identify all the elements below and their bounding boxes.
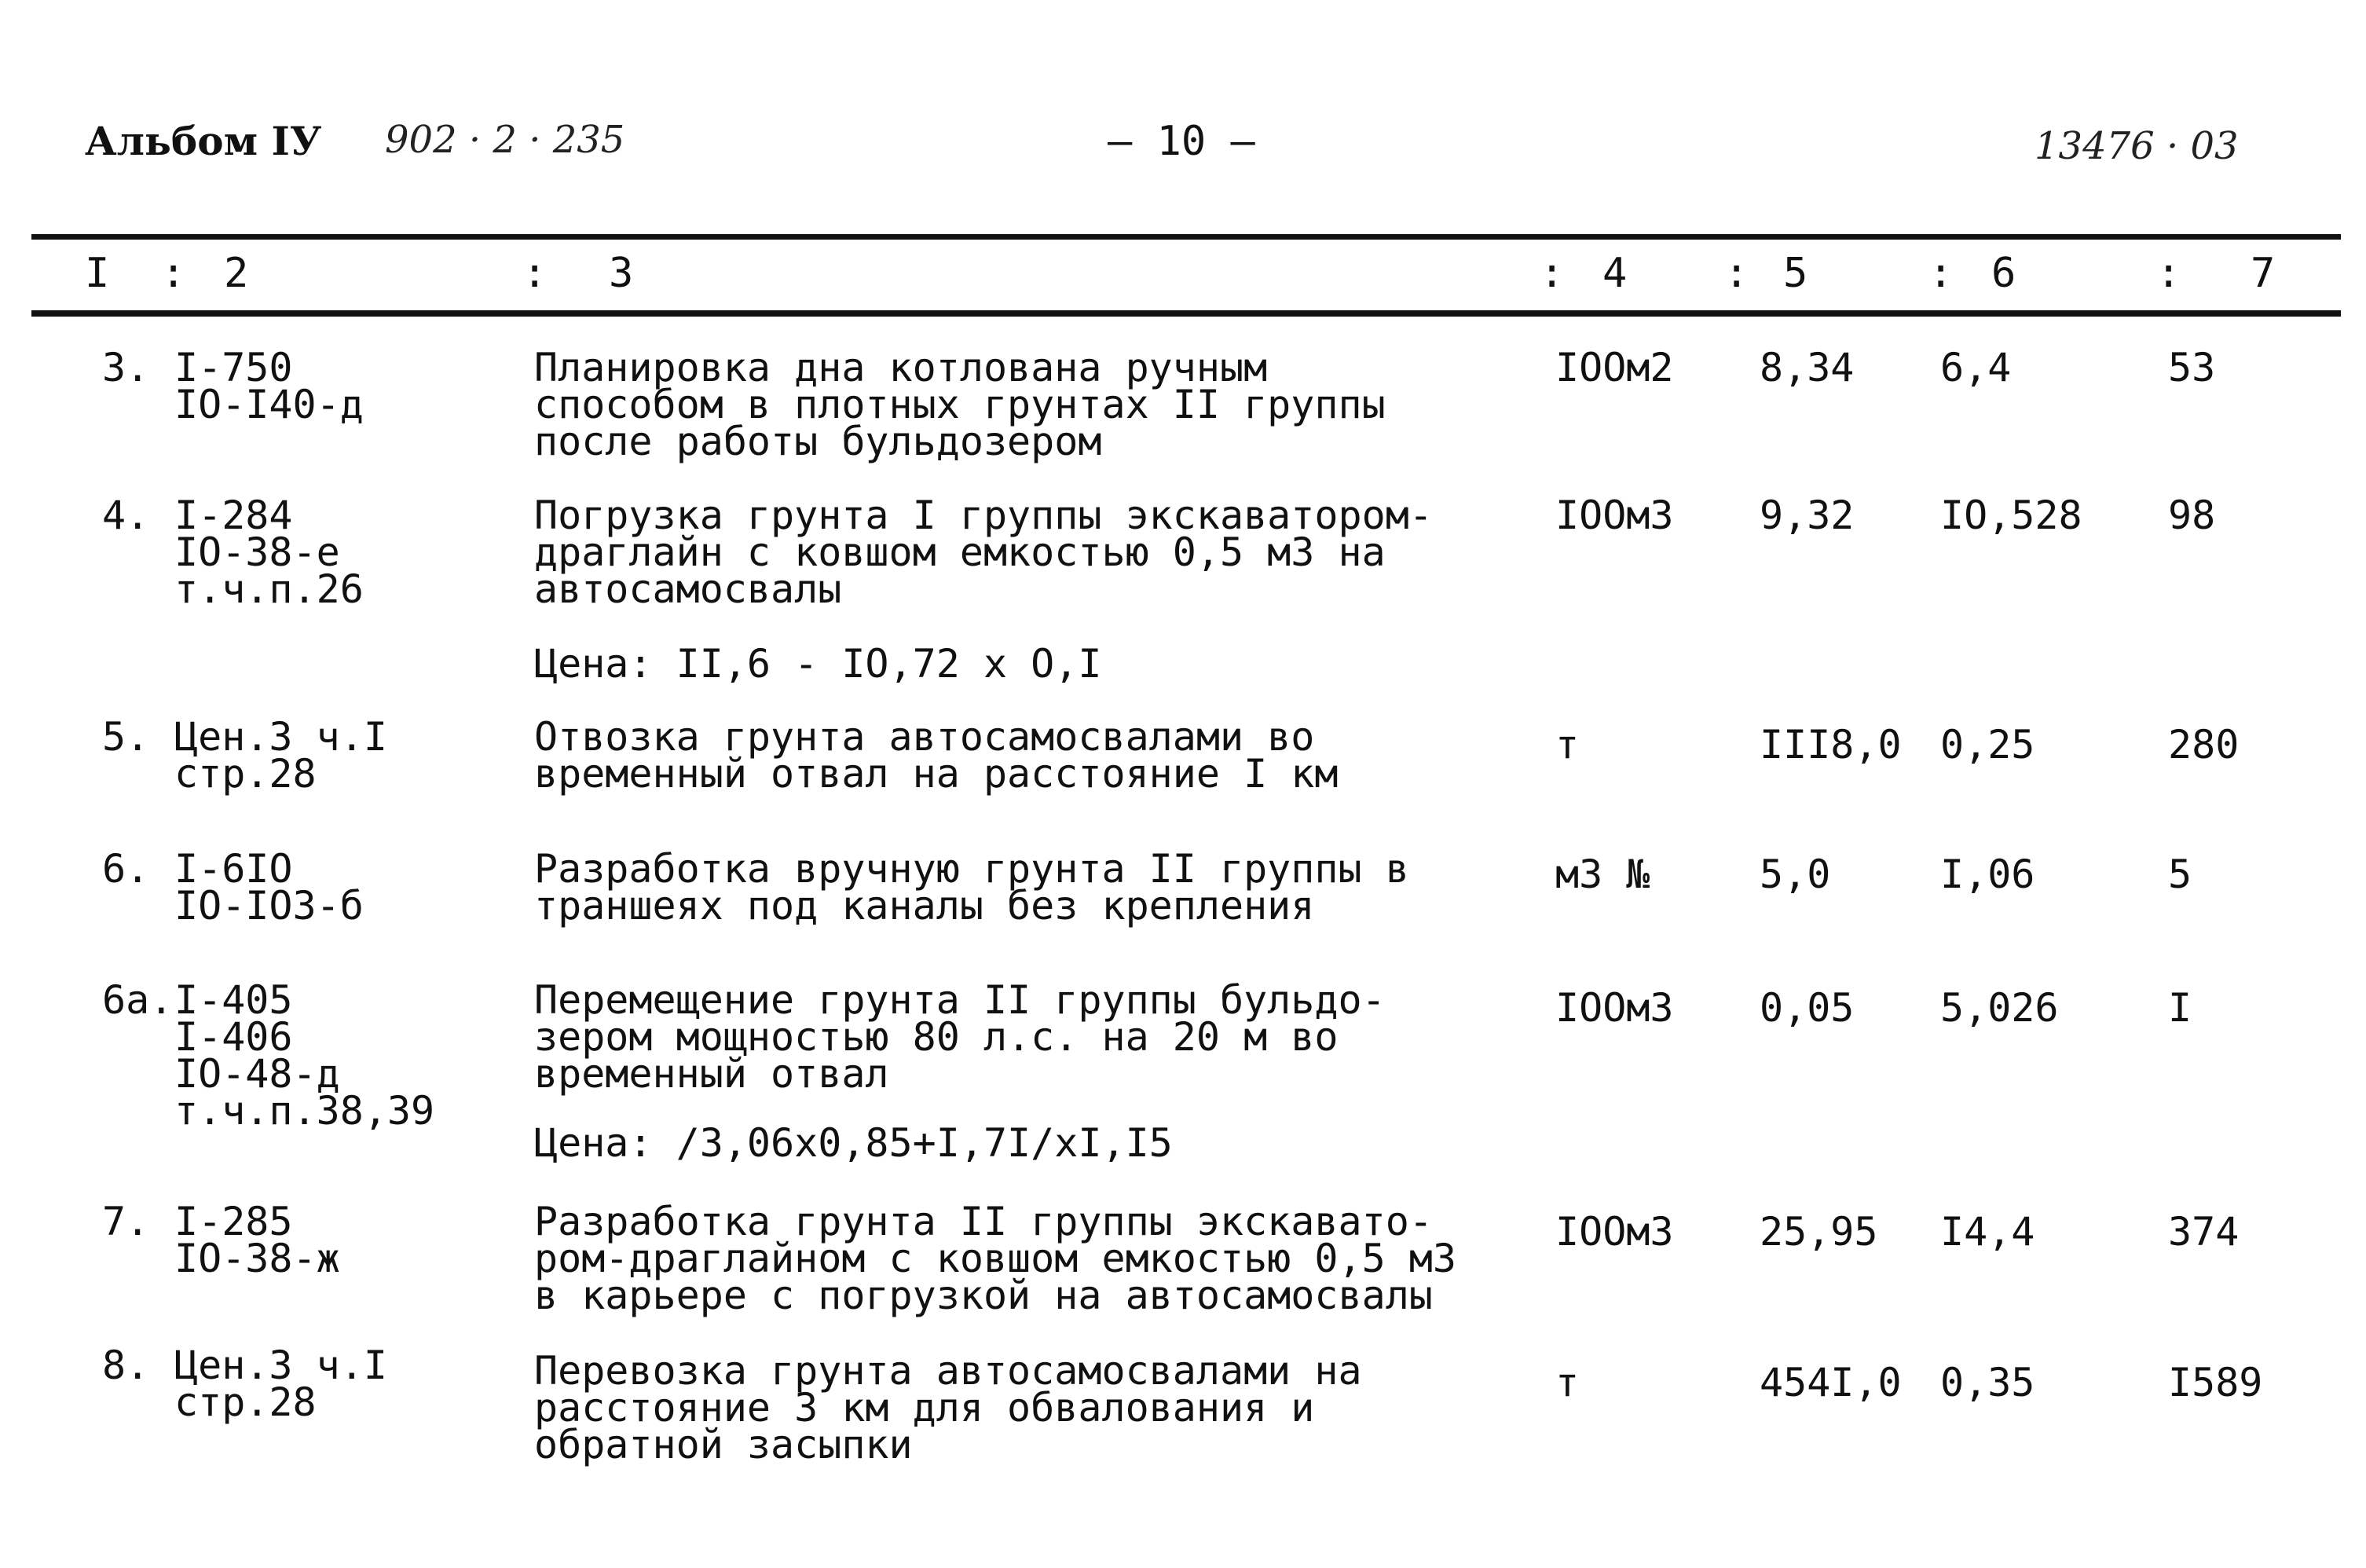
row-sum: 98	[2168, 493, 2216, 538]
col-header-sep: :	[2156, 250, 2181, 297]
row-price: 0,35	[1940, 1360, 2035, 1405]
col-header-7: 7	[2251, 250, 2276, 297]
col-header-5: 5	[1783, 250, 1808, 297]
row-description-line: способом в плотных грунтах II группы	[534, 382, 1386, 427]
row-description-line: Перемещение грунта II группы бульдо-	[534, 977, 1386, 1023]
row-quantity: 25,95	[1760, 1209, 1878, 1255]
col-header-sep: :	[522, 250, 548, 297]
col-header-sep: :	[161, 250, 186, 297]
project-code: 902 · 2 · 235	[385, 118, 625, 162]
col-header-sep: :	[1724, 250, 1749, 297]
row-number: 4.	[102, 493, 150, 538]
row-ref: I-6IO	[174, 846, 293, 892]
row-unit: IOOм2	[1555, 345, 1674, 390]
row-quantity: 454I,0	[1760, 1360, 1902, 1405]
row-description-line: Планировка дна котлована ручным	[534, 345, 1268, 390]
col-header-4: 4	[1602, 250, 1628, 297]
row-price-note: Цена: /3,06x0,85+I,7I/xI,I5	[534, 1120, 1173, 1166]
row-ref: т.ч.п.38,39	[174, 1088, 435, 1134]
row-price: IO,528	[1940, 493, 2082, 538]
row-number: 6.	[102, 846, 150, 892]
row-sum: 53	[2168, 345, 2216, 390]
row-unit: т	[1555, 1360, 1580, 1405]
col-header-3: 3	[609, 250, 634, 297]
row-ref: I-284	[174, 493, 293, 538]
row-sum: I589	[2168, 1360, 2263, 1405]
row-quantity: 5,0	[1760, 852, 1831, 897]
row-description-line: драглайн с ковшом емкостью 0,5 м3 на	[534, 529, 1386, 575]
row-sum: 5	[2168, 852, 2192, 897]
row-ref: стр.28	[174, 1379, 317, 1425]
row-description-line: в карьере с погрузкой на автосамосвалы	[534, 1273, 1433, 1318]
row-unit: IOOм3	[1555, 985, 1674, 1031]
col-header-2: 2	[224, 250, 249, 297]
table-header-rule	[31, 310, 2341, 317]
row-unit: IOOм3	[1555, 493, 1674, 538]
row-price: 0,25	[1940, 722, 2035, 768]
row-ref: IO-38-е	[174, 529, 340, 575]
row-sum: I	[2168, 985, 2192, 1031]
row-description-line: траншеях под каналы без крепления	[534, 883, 1315, 929]
row-description-line: зером мощностью 80 л.с. на 20 м во	[534, 1014, 1339, 1060]
row-ref: IO-48-д	[174, 1051, 340, 1097]
row-description-line: обратной засыпки	[534, 1422, 913, 1467]
row-quantity: 0,05	[1760, 985, 1855, 1031]
row-ref: IO-I40-д	[174, 382, 364, 427]
row-ref: Цен.3 ч.I	[174, 714, 387, 760]
row-description-line: Погрузка грунта I группы экскаватором-	[534, 493, 1433, 538]
col-header-6: 6	[1991, 250, 2016, 297]
row-sum: 280	[2168, 722, 2240, 768]
row-sum: 374	[2168, 1209, 2240, 1255]
col-header-1: I	[85, 250, 110, 297]
row-description-line: Отвозка грунта автосамосвалами во	[534, 714, 1315, 760]
row-number: 7.	[102, 1199, 150, 1244]
page-number: – 10 –	[1108, 118, 1255, 165]
row-unit: т	[1555, 722, 1580, 768]
row-price: 5,026	[1940, 985, 2059, 1031]
row-quantity: III8,0	[1760, 722, 1902, 768]
row-price: 6,4	[1940, 345, 2012, 390]
row-description-line: временный отвал на расстояние I км	[534, 751, 1339, 797]
row-description-line: временный отвал	[534, 1051, 889, 1097]
row-unit: IOOм3	[1555, 1209, 1674, 1255]
table-top-rule	[31, 234, 2341, 240]
row-ref: I-405	[174, 977, 293, 1023]
row-price: I4,4	[1940, 1209, 2035, 1255]
row-description-line: Разработка вручную грунта II группы в	[534, 846, 1409, 892]
row-quantity: 8,34	[1760, 345, 1855, 390]
row-ref: стр.28	[174, 751, 317, 797]
col-header-sep: :	[1540, 250, 1565, 297]
row-price-note: Цена: II,6 - IO,72 x O,I	[534, 641, 1102, 687]
row-ref: I-750	[174, 345, 293, 390]
row-ref: I-285	[174, 1199, 293, 1244]
row-number: 5.	[102, 714, 150, 760]
row-price: I,06	[1940, 852, 2035, 897]
row-unit: м3 №	[1555, 852, 1650, 897]
row-ref: IO-IO3-б	[174, 883, 364, 929]
album-label: Альбом IУ	[85, 118, 322, 164]
row-description-line: Перевозка грунта автосамосвалами на	[534, 1348, 1362, 1394]
row-ref: IO-38-ж	[174, 1236, 340, 1281]
row-number: 3.	[102, 345, 150, 390]
row-ref: т.ч.п.26	[174, 566, 364, 612]
row-ref: I-406	[174, 1014, 293, 1060]
row-description-line: ром-драглайном с ковшом емкостью 0,5 м3	[534, 1236, 1456, 1281]
row-number: 6а.	[102, 977, 174, 1023]
row-description-line: автосамосвалы	[534, 566, 842, 612]
row-description-line: после работы бульдозером	[534, 419, 1102, 464]
row-ref: Цен.3 ч.I	[174, 1343, 387, 1388]
row-description-line: Разработка грунта II группы экскавато-	[534, 1199, 1433, 1244]
row-number: 8.	[102, 1343, 150, 1388]
row-quantity: 9,32	[1760, 493, 1855, 538]
document-number: 13476 · 03	[2035, 124, 2239, 168]
col-header-sep: :	[1928, 250, 1954, 297]
row-description-line: расстояние 3 км для обвалования и	[534, 1385, 1315, 1431]
